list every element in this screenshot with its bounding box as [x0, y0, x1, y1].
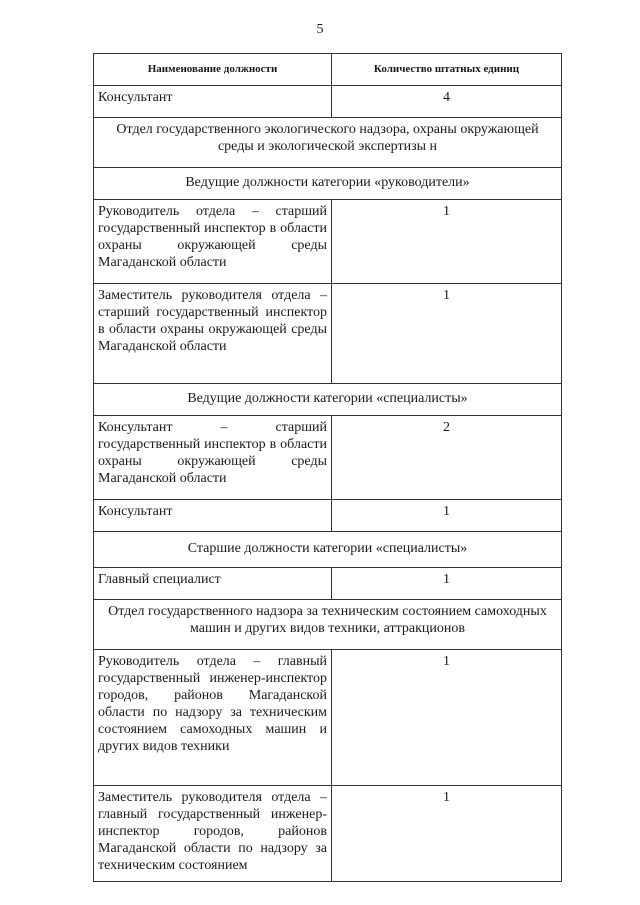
position-count: 1 — [332, 284, 562, 384]
table-header-row — [94, 54, 562, 86]
position-name: Заместитель руководителя отдела – старший государственный инспектор в области охраны окружающей среды Магаданской области — [94, 284, 332, 384]
table-row — [94, 650, 562, 786]
table-row — [94, 786, 562, 882]
section-title: Отдел государственного экологического надзора, охраны окружающей среды и экологической экспертизы н — [94, 118, 562, 168]
position-count: 4 — [332, 86, 562, 118]
section-row — [94, 532, 562, 568]
position-count: 1 — [332, 650, 562, 786]
position-name: Консультант – старший государственный инспектор в области охраны окружающей среды Магаданской области — [94, 416, 332, 500]
section-title: Старшие должности категории «специалисты» — [94, 532, 562, 568]
position-count: 1 — [332, 568, 562, 600]
section-row — [94, 168, 562, 200]
table-row — [94, 416, 562, 500]
column-header-position: Наименование должности — [94, 54, 332, 86]
position-name: Руководитель отдела – старший государственный инспектор в области охраны окружающей среды Магаданской области — [94, 200, 332, 284]
section-row — [94, 118, 562, 168]
table-row — [94, 500, 562, 532]
staffing-table — [93, 53, 562, 882]
position-name: Главный специалист — [94, 568, 332, 600]
position-name: Заместитель руководителя отдела – главный государственный инженер-инспектор городов, районов Магаданской области по надзору за техническим состоянием — [94, 786, 332, 882]
position-count: 2 — [332, 416, 562, 500]
section-title: Ведущие должности категории «руководители» — [94, 168, 562, 200]
table-row — [94, 86, 562, 118]
table-row — [94, 568, 562, 600]
position-count: 1 — [332, 200, 562, 284]
position-name: Консультант — [94, 500, 332, 532]
section-title: Ведущие должности категории «специалисты» — [94, 384, 562, 416]
position-name: Руководитель отдела – главный государственный инженер-инспектор городов, районов Магаданской области по надзору за техническим состоянием самоходных машин и других видов техники — [94, 650, 332, 786]
section-row — [94, 600, 562, 650]
page-number: 5 — [316, 22, 324, 37]
section-row — [94, 384, 562, 416]
table-row — [94, 200, 562, 284]
position-name: Консультант — [94, 86, 332, 118]
column-header-count: Количество штатных единиц — [332, 54, 562, 86]
section-title: Отдел государственного надзора за техническим состоянием самоходных машин и других видов техники, аттракционов — [94, 600, 562, 650]
table-row — [94, 284, 562, 384]
position-count: 1 — [332, 786, 562, 882]
position-count: 1 — [332, 500, 562, 532]
